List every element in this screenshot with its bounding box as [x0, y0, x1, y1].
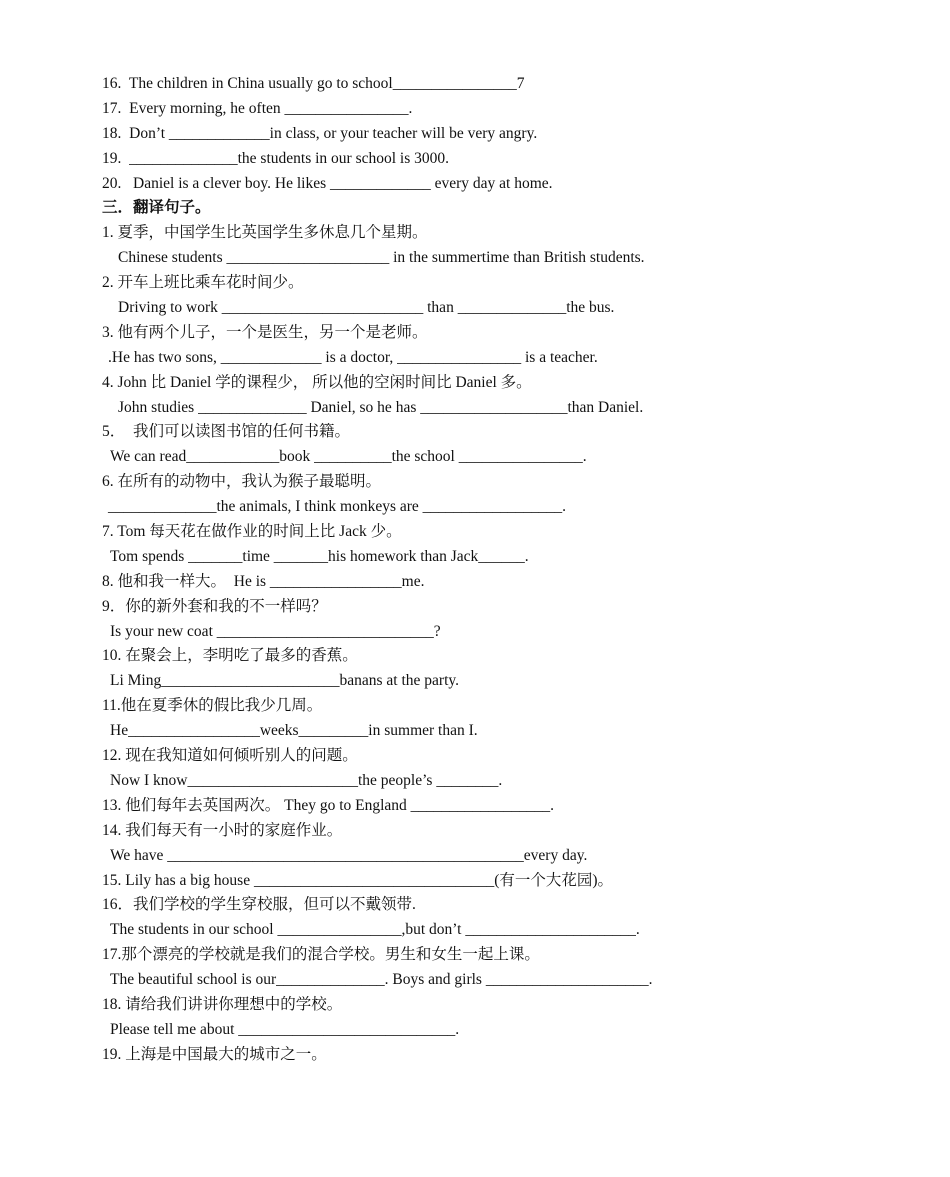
worksheet-line: 12. 现在我知道如何倾听别人的问题。 [102, 747, 358, 765]
worksheet-line: 2. 开车上班比乘车花时间少。 [102, 274, 304, 292]
worksheet-line: We have ______________________________________________every day. [110, 846, 588, 864]
worksheet-line: 6. 在所有的动物中，我认为猴子最聪明。 [102, 473, 382, 491]
worksheet-line: Is your new coat ____________________________? [110, 622, 441, 640]
worksheet-line: 11.他在夏季休的假比我少几周。 [102, 697, 323, 715]
worksheet-line: 4. John 比 Daniel 学的课程少， 所以他的空闲时间比 Daniel 多。 [102, 373, 532, 391]
worksheet-page [0, 72, 950, 1068]
worksheet-line: John studies ______________ Daniel, so he has ___________________than Daniel. [118, 398, 644, 416]
worksheet-line: Please tell me about ____________________________. [110, 1020, 460, 1038]
worksheet-line: 19. 上海是中国最大的城市之一。 [102, 1045, 327, 1063]
worksheet-line: 16. The children in China usually go to school________________7 [102, 75, 525, 92]
worksheet-line: Now I know______________________the people’s ________. [110, 771, 503, 789]
worksheet-line: The students in our school ________________,but don’t ______________________. [110, 921, 640, 939]
worksheet-line: The beautiful school is our______________. Boys and girls _____________________. [110, 971, 653, 989]
worksheet-line: He_________________weeks_________in summer than I. [110, 722, 478, 740]
worksheet-line: ______________the animals, I think monkeys are __________________. [108, 498, 567, 516]
worksheet-line: .He has two sons, _____________ is a doctor, ________________ is a teacher. [108, 348, 598, 366]
worksheet-line: 1. 夏季，中国学生比英国学生多休息几个星期。 [102, 224, 428, 242]
worksheet-line: 10. 在聚会上，李明吃了最多的香蕉。 [102, 647, 358, 665]
worksheet-line: 17.那个漂亮的学校就是我们的混合学校。男生和女生一起上课。 [102, 946, 540, 964]
worksheet-line: Li Ming_______________________banans at the party. [110, 672, 459, 690]
worksheet-line: We can read____________book __________the school ________________. [110, 448, 587, 466]
worksheet-line: 3. 他有两个儿子，一个是医生，另一个是老师。 [102, 323, 428, 341]
worksheet-line: 7. Tom 每天花在做作业的时间上比 Jack 少。 [102, 523, 402, 541]
worksheet-line: 17. Every morning, he often ________________. [102, 99, 413, 117]
worksheet-line: 9．你的新外套和我的不一样吗？ [102, 597, 327, 615]
worksheet-line: 13. 他们每年去英国两次。 They go to England __________________. [102, 796, 555, 814]
worksheet-line: Tom spends _______time _______his homework than Jack______. [110, 547, 529, 565]
worksheet-line: 18. 请给我们讲讲你理想中的学校。 [102, 995, 343, 1013]
section-heading: 三．翻译句子。 [102, 199, 211, 217]
worksheet-line: 16．我们学校的学生穿校服，但可以不戴领带. [102, 896, 416, 914]
worksheet-line: 15. Lily has a big house _______________________________(有一个大花园)。 [102, 871, 614, 889]
worksheet-line: 14. 我们每天有一小时的家庭作业。 [102, 821, 343, 839]
worksheet-line: 18. Don’t _____________in class, or your teacher will be very angry. [102, 124, 538, 142]
worksheet-line: 8. 他和我一样大。 He is _________________me. [102, 572, 425, 590]
worksheet-line: Chinese students _____________________ in the summertime than British students. [118, 249, 645, 267]
worksheet-line: 19. ______________the students in our school is 3000. [102, 149, 450, 167]
worksheet-line: 20. Daniel is a clever boy. He likes _____________ every day at home. [102, 174, 553, 192]
worksheet-line: Driving to work __________________________ than ______________the bus. [118, 299, 615, 317]
worksheet-line: 5． 我们可以读图书馆的任何书籍。 [102, 423, 351, 441]
